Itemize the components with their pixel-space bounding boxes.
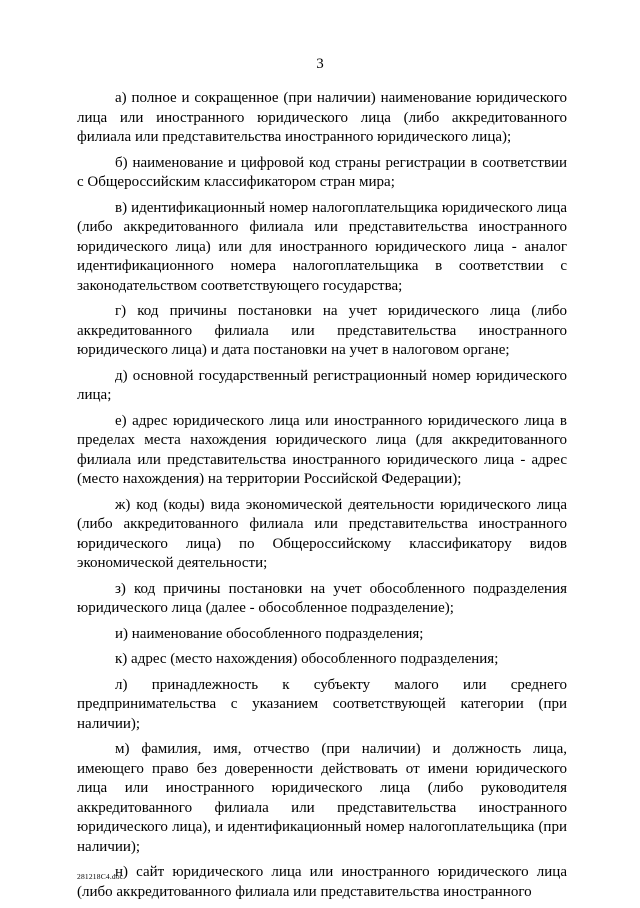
list-item-i: и) наименование обособленного подразделения; <box>115 625 424 642</box>
list-item-v: в) идентификационный номер налогоплательщика юридического лица (либо аккредитованного филиала или представительства иностранного юридического лица) или для иностранного юридического лица - аналог идентификационного номера налогоплательщика в соответствии с законодательством соответствующего государства; <box>77 199 567 294</box>
document-body <box>77 89 567 908</box>
list-item-g: г) код причины постановки на учет юридического лица (либо аккредитованного филиала или представительства иностранного юридического лица) и дата постановки на учет в налоговом органе; <box>77 303 567 358</box>
list-item-d: д) основной государственный регистрационный номер юридического лица; <box>77 367 567 403</box>
page-number: 3 <box>316 56 324 72</box>
list-item-l: л) принадлежность к субъекту малого или среднего предпринимательства с указанием соответствующей категории (при наличии); <box>77 676 567 732</box>
list-item-e: е) адрес юридического лица или иностранного юридического лица в пределах места нахождения юридического лица (для аккредитованного филиала или представительства иностранного юридического лица - адрес (место нахождения) на территории Российской Федерации); <box>77 412 567 487</box>
list-item-z: з) код причины постановки на учет обособленного подразделения юридического лица (далее - обособленное подразделение); <box>77 580 567 616</box>
file-code-footer: 281218C4.doc <box>77 872 124 881</box>
list-item-b: б) наименование и цифровой код страны регистрации в соответствии с Общероссийским классификатором стран мира; <box>77 154 567 190</box>
list-item-m: м) фамилия, имя, отчество (при наличии) и должность лица, имеющего право без доверенности действовать от имени юридического лица или иностранного юридического лица (либо руководителя аккредитованного филиала или представительства иностранного юридического лица), и идентификационный номер налогоплательщика (при наличии); <box>77 741 567 855</box>
list-item-a: а) полное и сокращенное (при наличии) наименование юридического лица или иностранного юридического лица (либо аккредитованного филиала или представительства иностранного юридического лица); <box>77 90 567 145</box>
list-item-zh: ж) код (коды) вида экономической деятельности юридического лица (либо аккредитованного филиала или представительства иностранного юридического лица) по Общероссийскому классификатору видов экономической деятельности; <box>77 496 567 571</box>
list-item-k: к) адрес (место нахождения) обособленного подразделения; <box>115 651 499 667</box>
list-item-n: н) сайт юридического лица или иностранного юридического лица (либо аккредитованного филиала или представительства иностранного <box>77 864 567 900</box>
